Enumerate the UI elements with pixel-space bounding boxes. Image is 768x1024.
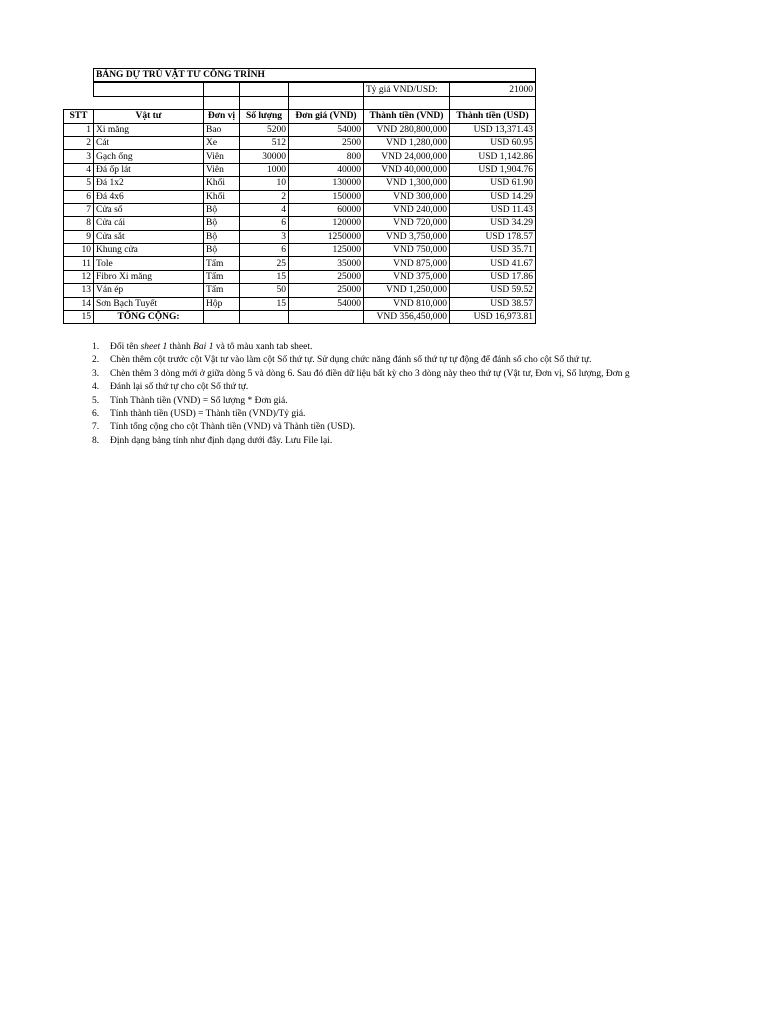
row-usd[interactable]: USD 13,371.43 (450, 123, 536, 136)
row-usd[interactable]: USD 59.52 (450, 284, 536, 297)
instruction-text-part: Bai 1 (193, 342, 214, 352)
row-stt[interactable]: 5 (64, 177, 94, 190)
row-qty[interactable]: 3 (240, 230, 289, 243)
row-unit[interactable]: Bộ (204, 203, 240, 216)
instruction-text-part: Tính Thành tiền (VND) = Số lượng * Đơn giá. (110, 395, 288, 406)
row-qty[interactable]: 2 (240, 190, 289, 203)
total-usd[interactable]: USD 16,973.81 (450, 311, 536, 324)
row-unit[interactable]: Tấm (204, 257, 240, 270)
row-stt[interactable]: 13 (64, 284, 94, 297)
header-usd: Thành tiền (USD) (450, 110, 536, 123)
table-row (64, 123, 536, 136)
instruction-text (110, 421, 355, 434)
row-price[interactable]: 60000 (289, 203, 364, 216)
title-row (64, 69, 536, 83)
total-vnd[interactable]: VND 356,450,000 (364, 311, 450, 324)
table-row (64, 177, 536, 190)
row-price[interactable]: 25000 (289, 270, 364, 283)
table-row (64, 190, 536, 203)
row-vnd[interactable]: VND 1,250,000 (364, 284, 450, 297)
instruction-item (92, 381, 630, 394)
instruction-item (92, 421, 630, 434)
instruction-number: 3. (92, 368, 100, 379)
row-usd[interactable]: USD 41.67 (450, 257, 536, 270)
instruction-text (110, 435, 332, 448)
instruction-text-part: thành (167, 342, 194, 352)
row-unit[interactable]: Bộ (204, 230, 240, 243)
row-item[interactable]: Tole (94, 257, 204, 270)
header-unit: Đơn vị (204, 110, 240, 123)
row-usd[interactable]: USD 11.43 (450, 203, 536, 216)
row-price[interactable]: 130000 (289, 177, 364, 190)
instruction-item (92, 408, 630, 421)
row-item[interactable]: Cửa cái (94, 217, 204, 230)
table-row (64, 203, 536, 216)
instruction-text (110, 354, 592, 367)
instruction-text-part: Tính tổng cộng cho cột Thành tiền (VND) và Thành tiền (USD). (110, 422, 356, 433)
row-stt[interactable]: 1 (64, 123, 94, 136)
header-qty: Số lượng (240, 110, 289, 123)
total-stt[interactable]: 15 (64, 311, 94, 324)
row-vnd[interactable]: VND 810,000 (364, 297, 450, 310)
row-stt[interactable]: 4 (64, 163, 94, 176)
instruction-text-part: Chèn thêm cột trước cột Vật tư vào làm cột Số thứ tự. Sử dụng chức năng đánh số thứ tự tự động để đánh số cho cột Số thứ tự. (110, 355, 592, 366)
row-usd[interactable]: USD 17.86 (450, 270, 536, 283)
instruction-text-part: và tô màu xanh tab sheet. (213, 342, 313, 352)
instruction-text (110, 395, 288, 408)
row-price[interactable]: 54000 (289, 297, 364, 310)
empty-cell[interactable] (204, 311, 240, 324)
instruction-number: 5. (92, 395, 100, 406)
header-price: Đơn giá (VND) (289, 110, 364, 123)
row-qty[interactable]: 1000 (240, 163, 289, 176)
empty-cell[interactable] (240, 311, 289, 324)
row-vnd[interactable]: VND 280,800,000 (364, 123, 450, 136)
row-qty[interactable]: 10 (240, 177, 289, 190)
row-vnd[interactable]: VND 40,000,000 (364, 163, 450, 176)
instruction-item (92, 395, 630, 408)
empty-cell[interactable] (289, 311, 364, 324)
header-vnd: Thành tiền (VND) (364, 110, 450, 123)
row-price[interactable]: 54000 (289, 123, 364, 136)
row-usd[interactable]: USD 1,904.76 (450, 163, 536, 176)
row-unit[interactable]: Khối (204, 190, 240, 203)
row-vnd[interactable]: VND 875,000 (364, 257, 450, 270)
table-row (64, 297, 536, 310)
instruction-number: 4. (92, 382, 100, 393)
row-price[interactable]: 1250000 (289, 230, 364, 243)
row-item[interactable]: Đá 1x2 (94, 177, 204, 190)
row-usd[interactable]: USD 34.29 (450, 217, 536, 230)
instruction-text-part: sheet 1 (140, 342, 168, 352)
row-usd[interactable]: USD 61.90 (450, 177, 536, 190)
row-vnd[interactable]: VND 300,000 (364, 190, 450, 203)
total-row (64, 311, 536, 324)
row-item[interactable]: Đá ốp lát (94, 163, 204, 176)
row-unit[interactable]: Bộ (204, 217, 240, 230)
row-item[interactable]: Gạch ống (94, 150, 204, 163)
row-item[interactable]: Cửa sắt (94, 230, 204, 243)
row-stt[interactable]: 2 (64, 136, 94, 149)
instruction-item (92, 435, 630, 448)
exchange-label: Tỷ giá VND/USD: (364, 82, 450, 96)
instruction-number: 2. (92, 355, 100, 366)
table-row (64, 150, 536, 163)
row-price[interactable]: 150000 (289, 190, 364, 203)
instruction-text (110, 408, 305, 421)
row-unit[interactable]: Bao (204, 123, 240, 136)
row-qty[interactable]: 6 (240, 217, 289, 230)
instruction-text (110, 368, 630, 381)
row-item[interactable]: Fibro Xi măng (94, 270, 204, 283)
table-row (64, 284, 536, 297)
row-price[interactable]: 2500 (289, 136, 364, 149)
instruction-text-part: Chèn thêm 3 dòng mới ở giữa dòng 5 và dòng 6. Sau đó điền dữ liệu bất kỳ cho 3 dòng này theo thứ tự (Vật tư, Đơn vị, Số lượng, Đơn g (110, 368, 630, 379)
row-qty[interactable]: 512 (240, 136, 289, 149)
instruction-number: 6. (92, 408, 100, 419)
row-vnd[interactable]: VND 24,000,000 (364, 150, 450, 163)
row-unit[interactable]: Viên (204, 150, 240, 163)
row-price[interactable]: 125000 (289, 244, 364, 257)
row-usd[interactable]: USD 38.57 (450, 297, 536, 310)
row-qty[interactable]: 15 (240, 270, 289, 283)
instruction-text-part: Đổi tên (110, 342, 141, 352)
row-item[interactable]: Xi măng (94, 123, 204, 136)
row-stt[interactable]: 9 (64, 230, 94, 243)
row-vnd[interactable]: VND 3,750,000 (364, 230, 450, 243)
table-row (64, 136, 536, 149)
row-price[interactable]: 40000 (289, 163, 364, 176)
row-usd[interactable]: USD 14.29 (450, 190, 536, 203)
row-qty[interactable]: 15 (240, 297, 289, 310)
material-table (63, 68, 536, 324)
row-stt[interactable]: 8 (64, 217, 94, 230)
row-unit[interactable]: Hộp (204, 297, 240, 310)
row-vnd[interactable]: VND 720,000 (364, 217, 450, 230)
row-qty[interactable]: 30000 (240, 150, 289, 163)
row-usd[interactable]: USD 60.95 (450, 136, 536, 149)
row-usd[interactable]: USD 1,142.86 (450, 150, 536, 163)
instruction-item (92, 368, 630, 381)
instruction-number: 8. (92, 435, 100, 446)
row-stt[interactable]: 3 (64, 150, 94, 163)
instruction-item (92, 354, 630, 367)
row-price[interactable]: 35000 (289, 257, 364, 270)
row-stt[interactable]: 14 (64, 297, 94, 310)
row-item[interactable]: Cửa sổ (94, 203, 204, 216)
table-row (64, 217, 536, 230)
row-item[interactable]: Ván ép (94, 284, 204, 297)
instruction-text-part: Đánh lại số thứ tự cho cột Số thứ tự. (110, 382, 249, 393)
table-row (64, 257, 536, 270)
row-unit[interactable]: Viên (204, 163, 240, 176)
row-qty[interactable]: 4 (240, 203, 289, 216)
row-qty[interactable]: 25 (240, 257, 289, 270)
table-row (64, 163, 536, 176)
instruction-text-part: Tính thành tiền (USD) = Thành tiền (VND)/Tỷ giá. (110, 408, 306, 419)
row-qty[interactable]: 50 (240, 284, 289, 297)
row-stt[interactable]: 11 (64, 257, 94, 270)
total-label[interactable]: TỔNG CỘNG: (94, 311, 204, 324)
row-unit[interactable]: Tấm (204, 284, 240, 297)
row-usd[interactable]: USD 35.71 (450, 244, 536, 257)
row-vnd[interactable]: VND 1,300,000 (364, 177, 450, 190)
row-unit[interactable]: Khối (204, 177, 240, 190)
table-row (64, 270, 536, 283)
row-item[interactable]: Đá 4x6 (94, 190, 204, 203)
row-stt[interactable]: 7 (64, 203, 94, 216)
row-unit[interactable]: Bộ (204, 244, 240, 257)
row-qty[interactable]: 6 (240, 244, 289, 257)
row-unit[interactable]: Xe (204, 136, 240, 149)
row-vnd[interactable]: VND 240,000 (364, 203, 450, 216)
row-vnd[interactable]: VND 1,280,000 (364, 136, 450, 149)
table-title: BẢNG DỰ TRÙ VẬT TƯ CÔNG TRÌNH (94, 69, 536, 83)
row-price[interactable]: 25000 (289, 284, 364, 297)
spacer-row (64, 96, 536, 109)
row-unit[interactable]: Tấm (204, 270, 240, 283)
row-qty[interactable]: 5200 (240, 123, 289, 136)
row-item[interactable]: Sơn Bạch Tuyết (94, 297, 204, 310)
row-vnd[interactable]: VND 750,000 (364, 244, 450, 257)
row-stt[interactable]: 6 (64, 190, 94, 203)
table-row (64, 244, 536, 257)
row-item[interactable]: Khung cửa (94, 244, 204, 257)
instruction-number: 7. (92, 422, 100, 433)
header-row (64, 110, 536, 123)
table-row (64, 230, 536, 243)
row-price[interactable]: 800 (289, 150, 364, 163)
row-price[interactable]: 120000 (289, 217, 364, 230)
spreadsheet (63, 68, 536, 324)
row-stt[interactable]: 10 (64, 244, 94, 257)
instruction-number: 1. (92, 342, 100, 352)
instruction-text (110, 341, 312, 354)
exchange-rate[interactable]: 21000 (450, 82, 536, 96)
instruction-text-part: Định dạng bảng tính như định dạng dưới đây. Lưu File lại. (110, 435, 333, 446)
instruction-list (92, 341, 630, 448)
row-vnd[interactable]: VND 375,000 (364, 270, 450, 283)
row-item[interactable]: Cát (94, 136, 204, 149)
exchange-row (64, 82, 536, 96)
row-usd[interactable]: USD 178.57 (450, 230, 536, 243)
header-item: Vật tư (94, 110, 204, 123)
row-stt[interactable]: 12 (64, 270, 94, 283)
header-stt: STT (64, 110, 94, 123)
instruction-text (110, 381, 248, 394)
instruction-item (92, 341, 630, 354)
